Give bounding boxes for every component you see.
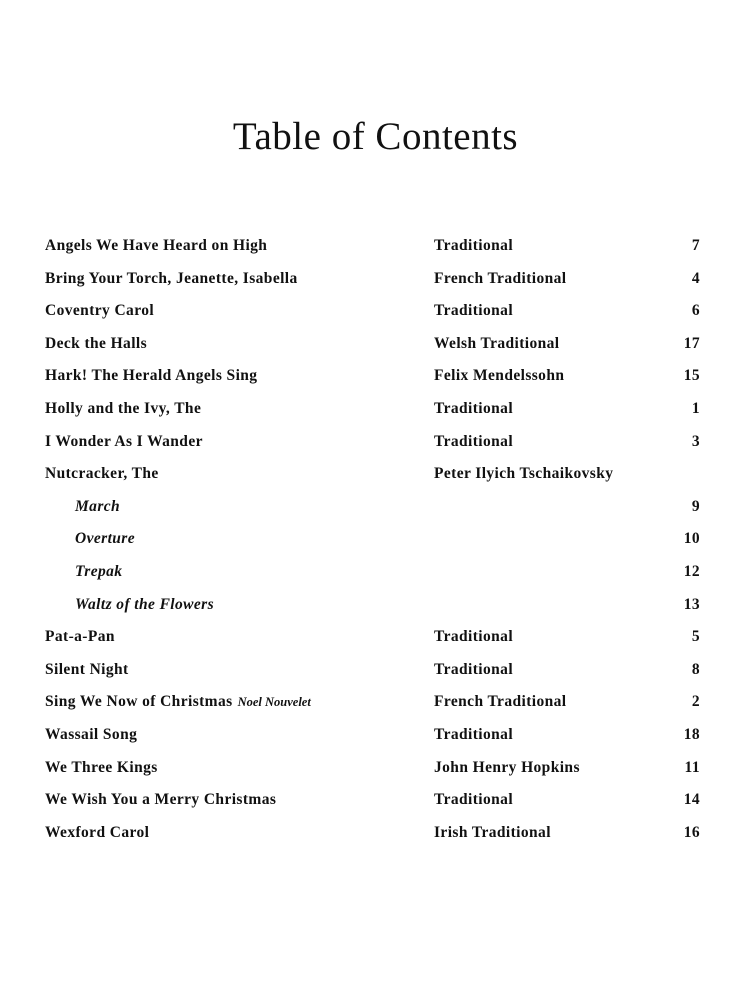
- toc-entry-title: [45, 367, 257, 385]
- toc-entry-title: [45, 302, 154, 320]
- toc-entry-subtitle: Noel Nouvelet: [237, 695, 311, 710]
- toc-entry: [0, 363, 751, 396]
- toc-entry: [0, 233, 751, 266]
- toc-entry: [0, 624, 751, 657]
- toc-entry-title-text: Wexford Carol: [45, 823, 150, 841]
- page-title: Table of Contents: [232, 115, 519, 158]
- toc-entry-page-number: 11: [684, 758, 700, 776]
- toc-subentry-title: [75, 596, 214, 614]
- toc-entry: [0, 657, 751, 690]
- toc-subentry-title: [75, 530, 135, 548]
- toc-entry-title-text: Overture: [75, 530, 136, 548]
- toc-entry-page-number: 7: [691, 237, 700, 254]
- toc-entry-composer: Traditional: [434, 791, 514, 809]
- toc-entry-title-text: We Three Kings: [45, 758, 158, 776]
- toc-entry: [0, 787, 751, 820]
- toc-entry-composer: Traditional: [434, 628, 514, 646]
- toc-entry-title-text: Bring Your Torch, Jeanette, Isabella: [45, 269, 298, 287]
- toc-entry-composer: Traditional: [434, 432, 514, 450]
- toc-entry-title: [45, 661, 129, 679]
- toc-entry: [0, 526, 751, 559]
- toc-entry-title-text: Waltz of the Flowers: [75, 595, 215, 613]
- toc-entry-page-number: 12: [683, 562, 700, 580]
- toc-entry-title-text: Wassail Song: [45, 725, 138, 743]
- toc-entry: [0, 689, 751, 722]
- toc-entry-page-number: 10: [683, 530, 700, 548]
- toc-entry-page-number: 4: [691, 269, 700, 287]
- toc-entry-title-text: Silent Night: [45, 660, 129, 678]
- toc-entry-title: [45, 433, 203, 451]
- toc-entry-page-number: 17: [683, 334, 700, 352]
- toc-entry-composer: Traditional: [434, 237, 514, 254]
- toc-entry-page-number: 9: [691, 497, 700, 515]
- toc-entry-composer: Welsh Traditional: [434, 334, 560, 352]
- toc-entry-composer: French Traditional: [434, 269, 567, 287]
- toc-entry-composer: Traditional: [434, 302, 514, 320]
- toc-entry-title-text: Trepak: [75, 562, 123, 580]
- toc-entry: [0, 266, 751, 299]
- toc-entry-title-text: I Wonder As I Wander: [45, 432, 203, 450]
- toc-entry-title: [45, 759, 158, 777]
- toc-entry-page-number: 18: [683, 725, 700, 743]
- toc-entry-title-text: Nutcracker, The: [45, 465, 159, 483]
- toc-entry-title: [45, 465, 159, 483]
- toc-entry-title: [45, 628, 115, 646]
- toc-entry-title-text: We Wish You a Merry Christmas: [45, 791, 277, 809]
- toc-entry: [0, 592, 751, 625]
- toc-entry-title-text: Coventry Carol: [45, 302, 155, 320]
- toc-entry-page-number: 3: [691, 432, 700, 450]
- toc-entry-title: [45, 237, 267, 255]
- toc-entry-composer: John Henry Hopkins: [434, 758, 580, 776]
- toc-entry-page-number: 5: [691, 628, 700, 646]
- toc-entry-title: [45, 726, 137, 744]
- toc-entry-title: [45, 270, 298, 288]
- toc-entry: [0, 820, 751, 853]
- toc-entry-title-text: March: [75, 497, 121, 515]
- toc-entry-page-number: 14: [683, 791, 700, 809]
- toc-entry: [0, 396, 751, 429]
- toc-entry-title: [45, 400, 201, 418]
- toc-entry-page-number: 15: [683, 367, 700, 385]
- toc-entry-composer: French Traditional: [434, 693, 567, 711]
- toc-entry-title-text: Deck the Halls: [45, 334, 148, 352]
- toc-entry-composer: Traditional: [434, 660, 514, 678]
- toc-entry-page-number: 2: [691, 693, 700, 711]
- toc-entry: [0, 494, 751, 527]
- toc-entry-composer: Felix Mendelssohn: [434, 367, 565, 385]
- toc-entry-page-number: 16: [683, 823, 700, 841]
- toc-entry-page-number: 13: [683, 595, 700, 613]
- toc-entry: [0, 429, 751, 462]
- toc-entry-composer: Traditional: [434, 399, 514, 417]
- toc-entry-title: [45, 335, 147, 353]
- toc-entry: [0, 461, 751, 494]
- toc-entry: [0, 722, 751, 755]
- toc-entry-title-text: Hark! The Herald Angels Sing: [45, 367, 258, 385]
- table-of-contents: [0, 233, 751, 852]
- toc-entry-title: [45, 791, 276, 809]
- toc-subentry-title: [75, 498, 120, 516]
- toc-entry-title-text: Sing We Now of Christmas: [45, 693, 233, 711]
- toc-entry-page-number: 8: [691, 660, 700, 678]
- toc-entry-page-number: 1: [691, 399, 700, 417]
- toc-entry-title-text: Pat-a-Pan: [45, 628, 115, 646]
- toc-entry-title-text: Holly and the Ivy, The: [45, 399, 202, 417]
- toc-entry-composer: Irish Traditional: [434, 823, 551, 841]
- toc-entry-composer: Peter Ilyich Tschaikovsky: [434, 465, 614, 483]
- toc-entry: [0, 559, 751, 592]
- toc-entry-title: [45, 824, 149, 842]
- toc-entry-title-text: Angels We Have Heard on High: [45, 237, 268, 254]
- toc-entry: [0, 331, 751, 364]
- toc-entry: [0, 755, 751, 788]
- toc-entry-title: [45, 693, 311, 711]
- toc-subentry-title: [75, 563, 122, 581]
- toc-entry-composer: Traditional: [434, 725, 514, 743]
- toc-entry: [0, 298, 751, 331]
- toc-entry-page-number: 6: [691, 302, 700, 320]
